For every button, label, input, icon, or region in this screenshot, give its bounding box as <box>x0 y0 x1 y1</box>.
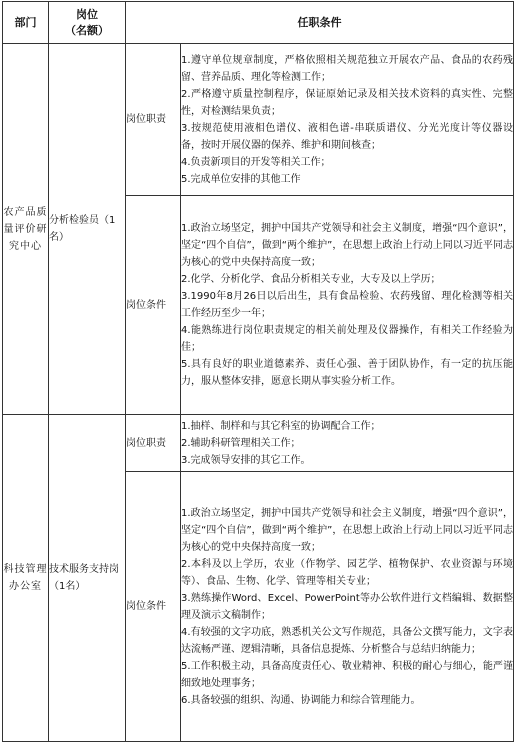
list-item: 2.辅助科研管理相关工作； <box>181 437 301 449</box>
list-item: 6.具备较强的组织、沟通、协调能力和综合管理能力。 <box>181 694 421 706</box>
list-item: 3.完成领导安排的其它工作。 <box>181 454 311 466</box>
list-item: 2.严格遵守质量控制程序，保证原始记录及相关技术资料的真实性、完整性，对检测结果负责； <box>181 88 513 117</box>
table-row <box>3 44 514 196</box>
duties-list <box>181 415 514 472</box>
list-item: 1.政治立场坚定，拥护中国共产党领导和社会主义制度，增强“四个意识”，坚定“四个自信”，做到“两个维护”，在思想上政治上行动上同以习近平同志为核心的党中央保持高度一致； <box>181 223 513 268</box>
list-item: 5.完成单位安排的其他工作 <box>181 173 301 185</box>
duties-label: 岗位职责 <box>126 415 181 472</box>
list-item: 1.抽样、制样和与其它科室的协调配合工作； <box>181 420 381 432</box>
list-item: 2.本科及以上学历，农业（作物学、园艺学、植物保护、农业资源与环境等）、食品、生物、化学、管理等相关专业； <box>181 558 513 587</box>
conditions-list <box>181 472 514 742</box>
header-post <box>49 2 126 44</box>
duties-label: 岗位职责 <box>126 44 181 196</box>
dept-cell: 科技管理办公室 <box>3 415 49 742</box>
list-item: 1.遵守单位规章制度，严格依照相关规范独立开展农产品、食品的农药残留、营养品质、理化等检测工作； <box>181 54 513 83</box>
job-requirements-table <box>2 1 514 742</box>
list-item: 5.工作积极主动，具备高度责任心、敬业精神、积极的耐心与细心，能严谨细致地处理事务； <box>181 660 513 689</box>
list-item: 4.有较强的文字功底，熟悉机关公文写作规范，具备公文撰写能力，文字表达流畅严谨、逻辑清晰，具备信息提炼、分析整合与总结归纳能力； <box>181 626 513 655</box>
header-post-line2: （名额） <box>65 23 109 37</box>
list-item: 1.政治立场坚定，拥护中国共产党领导和社会主义制度，增强“四个意识”，坚定“四个自信”，做到“两个维护”，在思想上政治上行动上同以习近平同志为核心的党中央保持高度一致； <box>181 507 513 553</box>
header-dept: 部门 <box>3 2 49 44</box>
dept-cell: 农产品质量评价研究中心 <box>3 44 49 415</box>
list-item: 3.熟练操作Word、Excel、PowerPoint等办公软件进行文档编辑、数据整理及演示文稿制作； <box>181 592 513 621</box>
list-item: 4.能熟练进行岗位职责规定的相关前处理及仪器操作，有相关工作经验为佳； <box>181 325 513 353</box>
conditions-label: 岗位条件 <box>126 196 181 415</box>
post-cell: 技术服务支持岗（1名） <box>49 415 126 742</box>
table-row <box>3 415 514 472</box>
list-item: 5.具有良好的职业道德素养、责任心强、善于团队协作，有一定的抗压能力，服从整体安排，愿意长期从事实验分析工作。 <box>181 359 513 387</box>
list-item: 4.负责新项目的开发等相关工作； <box>181 156 331 168</box>
post-cell: 分析检验员（1名） <box>49 44 126 415</box>
list-item: 3.1990年8月26日以后出生，具有食品检验、农药残留、理化检测等相关工作经历至少一年； <box>181 291 513 319</box>
header-post-line1: 岗位 <box>76 7 98 21</box>
duties-list <box>181 44 514 196</box>
list-item: 2.化学、分析化学、食品分析相关专业，大专及以上学历； <box>181 274 441 285</box>
table-header-row <box>3 2 514 44</box>
list-item: 3.按规范使用液相色谱仪、液相色谱-串联质谱仪、分光光度计等仪器设备，按时开展仪器的保养、维护和期间核查； <box>181 122 513 151</box>
conditions-list <box>181 196 514 415</box>
header-conditions: 任职条件 <box>126 2 514 44</box>
conditions-label: 岗位条件 <box>126 472 181 742</box>
